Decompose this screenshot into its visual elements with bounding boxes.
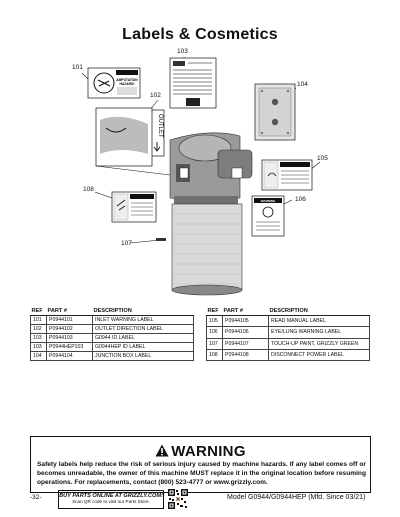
callout-102: 102 xyxy=(150,92,161,99)
parts-table-left xyxy=(30,307,194,361)
label-101-amputation xyxy=(88,68,140,98)
safety-warning-box xyxy=(30,436,371,493)
warning-triangle-icon xyxy=(155,444,169,457)
amputation-label-line2: HAZARD! xyxy=(119,82,135,86)
callout-101: 101 xyxy=(72,64,83,71)
table-row: 103 P0944103 G0944 ID LABEL xyxy=(31,334,194,343)
callout-106: 106 xyxy=(295,196,306,203)
model-info: Model G0944/G0944HEP (Mfd. Since 03/21) xyxy=(227,494,366,501)
col-part: PART # xyxy=(47,307,93,316)
qr-code-icon[interactable] xyxy=(168,489,188,509)
col-ref: REF xyxy=(207,307,223,316)
table-row: 106 P0944106 EYE/LUNG WARNING LABEL xyxy=(207,327,370,338)
page-number: -32- xyxy=(30,494,42,501)
buy-parts-line2: Scan QR code to visit our Parts Store. xyxy=(72,499,150,504)
label-106-eye-lung xyxy=(252,196,284,236)
amputation-label-line1: AMPUTATION xyxy=(116,78,138,82)
callout-108: 108 xyxy=(83,186,94,193)
buy-parts-box[interactable] xyxy=(58,490,164,509)
col-ref: REF xyxy=(31,307,47,316)
warning-heading xyxy=(31,443,370,460)
callout-104: 104 xyxy=(297,81,308,88)
callout-107: 107 xyxy=(121,240,132,247)
warning-body: Safety labels help reduce the risk of serious injury caused by machine hazards. If any label comes off or becomes unreadable, the owner of this machine MUST replace it in the original location before resuming operations. For replacements, contact (800) 523-4777 or www.grizzly.com. xyxy=(37,461,366,486)
table-row: 105 P0944105 READ MANUAL LABEL xyxy=(207,316,370,327)
callout-103: 103 xyxy=(177,48,188,55)
warning-heading-text: WARNING xyxy=(171,443,246,460)
buy-parts-line1: BUY PARTS ONLINE AT GRIZZLY.COM! xyxy=(59,493,163,499)
table-row: 107 P0944107 TOUCH-UP PAINT, GRIZZLY GREEN xyxy=(207,338,370,349)
page-title: Labels & Cosmetics xyxy=(122,26,278,43)
col-part: PART # xyxy=(223,307,269,316)
label-108-disconnect-power xyxy=(112,192,156,222)
table-row: 102 P0944102 OUTLET DIRECTION LABEL xyxy=(31,325,194,334)
col-description: DESCRIPTION xyxy=(93,307,194,316)
callout-105: 105 xyxy=(317,155,328,162)
label-104-junction-box xyxy=(255,84,295,140)
outlet-label-text: OUTLET xyxy=(157,114,163,138)
label-105-read-manual xyxy=(262,160,312,190)
table-row: 108 P0944108 DISCONNECT POWER LABEL xyxy=(207,349,370,360)
table-row: 103 P0944HEP103 G0944HEP ID LABEL xyxy=(31,343,194,352)
parts-tables xyxy=(30,307,370,361)
label-103-id xyxy=(170,58,216,108)
parts-table-right xyxy=(206,307,370,361)
table-row: 101 P0944101 INLET WARNING LABEL xyxy=(31,316,194,325)
eye-lung-warning-text: WARNING xyxy=(260,199,276,203)
col-description: DESCRIPTION xyxy=(269,307,370,316)
table-row: 104 P0944104 JUNCTION BOX LABEL xyxy=(31,352,194,361)
dust-collector-body xyxy=(156,133,252,295)
